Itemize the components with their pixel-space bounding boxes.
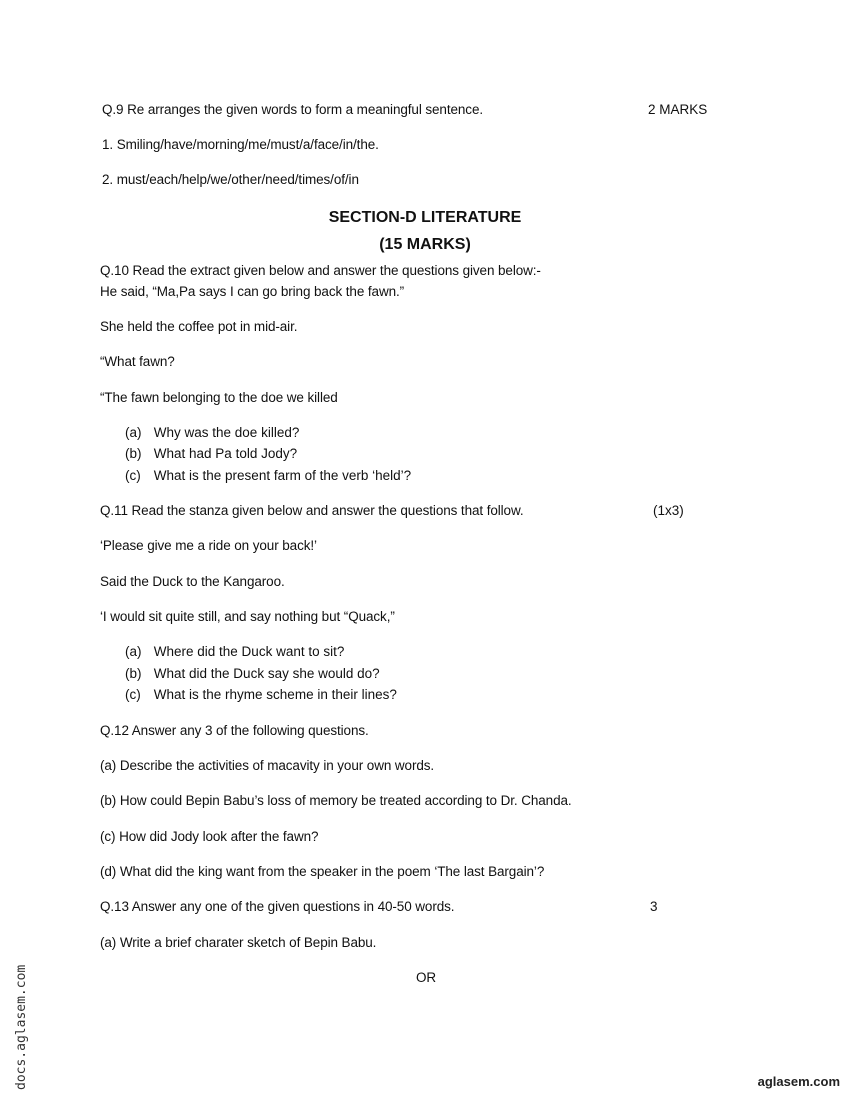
subquestion-text: Where did the Duck want to sit? xyxy=(153,644,345,659)
q10-extract-line-2: She held the coffee pot in mid-air. xyxy=(100,319,298,334)
q10-extract-line-3: “What fawn? xyxy=(100,354,175,369)
q13-prompt: Q.13 Answer any one of the given questions in 40-50 words. xyxy=(100,899,455,914)
q10-subquestion-b xyxy=(125,446,297,461)
section-marks: (15 MARKS) xyxy=(379,236,471,253)
subquestion-label: (b) xyxy=(125,666,142,681)
section-title: SECTION-D LITERATURE xyxy=(328,209,522,226)
q13-item-a: (a) Write a brief charater sketch of Bepin Babu. xyxy=(100,935,377,950)
subquestion-label: (a) xyxy=(125,425,142,440)
q12-item-c: (c) How did Jody look after the fawn? xyxy=(100,829,319,844)
subquestion-text: Why was the doe killed? xyxy=(153,425,300,440)
q10-extract-line-1: He said, “Ma,Pa says I can go bring back the fawn.” xyxy=(100,284,405,299)
subquestion-text: What had Pa told Jody? xyxy=(153,446,298,461)
q9-marks: 2 MARKS xyxy=(648,102,708,117)
q12-item-d: (d) What did the king want from the speaker in the poem ‘The last Bargain’? xyxy=(100,864,545,879)
q13-or-label: OR xyxy=(416,970,437,985)
q9-prompt: Q.9 Re arranges the given words to form a meaningful sentence. xyxy=(102,102,484,117)
q13-marks: 3 xyxy=(650,899,658,914)
q12-item-b: (b) How could Bepin Babu’s loss of memory be treated according to Dr. Chanda. xyxy=(100,793,572,808)
q11-subquestion-b xyxy=(125,666,380,681)
q11-prompt: Q.11 Read the stanza given below and answer the questions that follow. xyxy=(100,503,524,518)
q10-subquestion-c xyxy=(125,468,411,483)
q11-subquestion-c xyxy=(125,687,397,702)
subquestion-label: (a) xyxy=(125,644,142,659)
subquestion-label: (b) xyxy=(125,446,142,461)
q11-stanza-line-1: ‘Please give me a ride on your back!’ xyxy=(100,538,317,553)
subquestion-label: (c) xyxy=(125,687,141,702)
q11-subquestion-a xyxy=(125,644,344,659)
q10-subquestion-a xyxy=(125,425,299,440)
subquestion-text: What is the present farm of the verb ‘held’? xyxy=(153,468,412,483)
corner-watermark: aglasem.com xyxy=(757,1074,840,1089)
subquestion-label: (c) xyxy=(125,468,141,483)
q10-extract-line-4: “The fawn belonging to the doe we killed xyxy=(100,390,338,405)
side-watermark: docs.aglasem.com xyxy=(14,964,29,1090)
subquestion-text: What is the rhyme scheme in their lines? xyxy=(153,687,397,702)
subquestion-text: What did the Duck say she would do? xyxy=(153,666,380,681)
q11-stanza-line-2: Said the Duck to the Kangaroo. xyxy=(100,574,285,589)
q11-marks: (1x3) xyxy=(653,503,684,518)
q10-prompt: Q.10 Read the extract given below and answer the questions given below:- xyxy=(100,263,541,278)
q9-item-1: 1. Smiling/have/morning/me/must/a/face/in/the. xyxy=(102,137,379,152)
q9-item-2: 2. must/each/help/we/other/need/times/of/in xyxy=(102,172,359,187)
q11-stanza-line-3: ‘I would sit quite still, and say nothing but “Quack,” xyxy=(100,609,395,624)
q12-item-a: (a) Describe the activities of macavity in your own words. xyxy=(100,758,435,773)
q12-prompt: Q.12 Answer any 3 of the following questions. xyxy=(100,723,369,738)
